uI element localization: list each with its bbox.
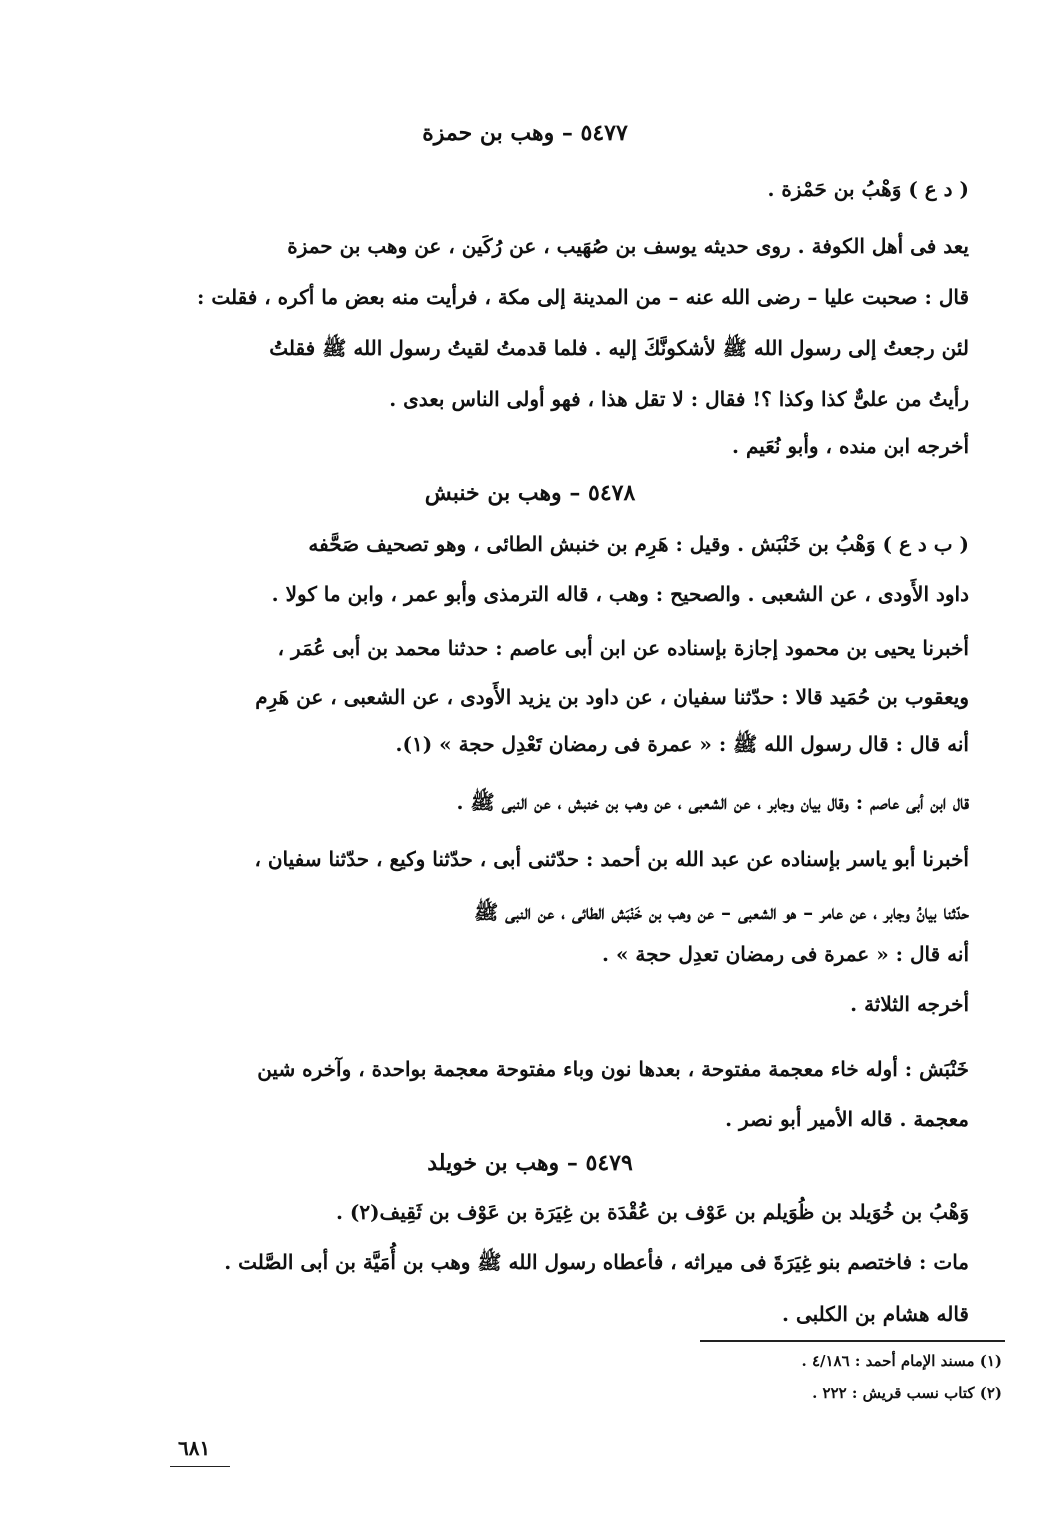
entry-heading: ٥٤٧٨ – وهب بن خنبش [424, 480, 636, 506]
entry-line: معجمة . قاله الأمير أبو نصر . [725, 1107, 969, 1131]
entry-line: ويعقوب بن حُمَيد قالا : حدّثنا سفيان ، عن داود بن يزيد الأَودى ، عن الشعبى ، عن هَرِم [255, 685, 969, 709]
footnote: (٢) كتاب نسب قريش : ٢٢٢ . [812, 1384, 1002, 1402]
entry-line: أخبرنا يحيى بن محمود إجازة بإسناده عن ابن أبى عاصم : حدثنا محمد بن أبى عُمَر ، [277, 636, 969, 660]
entry-line: قاله هشام بن الكلبى . [782, 1302, 969, 1326]
page-number-underline [170, 1466, 230, 1467]
entry-line: أخبرنا أبو ياسر بإسناده عن عبد الله بن أحمد : حدّثنى أبى ، حدّثنا وكيع ، حدّثنا سفيان ، [254, 847, 969, 871]
entry-line: حدّثنا بيانُ وجابر ، عن عامر – هو الشعبى – عن وهب بن خَنْبَش الطائى ، عن النبى ﷺ [474, 900, 969, 924]
entry-heading: ٥٤٧٧ – وهب بن حمزة [422, 120, 628, 146]
entry-line: رأيتُ من علىٌّ كذا وكذا ؟! فقال : لا تقل هذا ، فهو أولى الناس بعدى . [389, 387, 969, 411]
entry-line: ( د ع ) وَهْبُ بن حَمْزة . [767, 177, 969, 201]
entry-line: قال ابن أبى عاصم : وقال بيان وجابر ، عن الشعبى ، عن وهب بن خنبش ، عن النبى ﷺ . [456, 790, 969, 814]
entry-line: مات : فاختصم بنو غِيَرَةَ فى ميراثه ، فأعطاه رسول الله ﷺ وهب بن أُمَيَّة بن أبى الصَّلت . [224, 1250, 969, 1274]
entry-line: داود الأَودى ، عن الشعبى . والصحيح : وهب ، قاله الترمذى وأبو عمر ، وابن ما كولا . [271, 582, 969, 606]
entry-line: أنه قال : « عمرة فى رمضان تعدِل حجة » . [602, 942, 969, 966]
footnote-rule [700, 1340, 1005, 1342]
entry-line: ( ب د ع ) وَهْبُ بن خَنْبَش . وقيل : هَرِم بن خنبش الطائى ، وهو تصحيف صَحَّفه [308, 532, 969, 556]
entry-line: أخرجه الثلاثة . [850, 992, 969, 1016]
entry-line: وَهْبُ بن خُوَيلد بن ظُوَيلم بن عَوْف بن عُقْدَة بن غِيَرَة بن عَوْف بن ثَقِيف(٢) . [335, 1200, 969, 1224]
entry-line: خَنْبَش : أوله خاء معجمة مفتوحة ، بعدها نون وباء مفتوحة معجمة بواحدة ، وآخره شين [257, 1057, 969, 1081]
footnote: (١) مسند الإمام أحمد : ٤/١٨٦ . [801, 1352, 1002, 1370]
entry-line: قال : صحبت عليا – رضى الله عنه – من المدينة إلى مكة ، فرأيت منه بعض ما أكره ، فقلت : [197, 285, 969, 309]
page-number: ٦٨١ [178, 1436, 211, 1460]
entry-line: لئن رجعتُ إلى رسول الله ﷺ لأشكونَّكَ إليه . فلما قدمتُ لقيتُ رسول الله ﷺ فقلتُ [269, 336, 969, 360]
entry-line: أخرجه ابن منده ، وأبو نُعَيم . [732, 434, 969, 458]
entry-line: يعد فى أهل الكوفة . روى حديثه يوسف بن صُهَيب ، عن رُكَين ، عن وهب بن حمزة [287, 234, 969, 258]
entry-heading: ٥٤٧٩ – وهب بن خويلد [427, 1150, 633, 1176]
entry-line: أنه قال : قال رسول الله ﷺ : « عمرة فى رمضان تَعْدِل حجة » (١). [395, 732, 969, 756]
